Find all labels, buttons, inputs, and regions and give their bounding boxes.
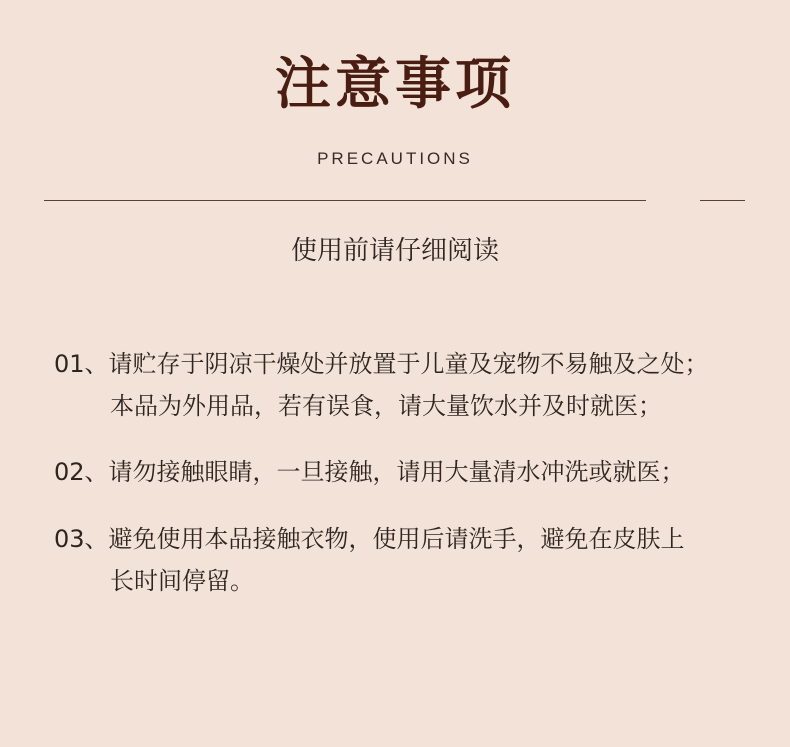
page-subtitle: PRECAUTIONS — [317, 149, 473, 168]
precaution-item-2 — [54, 451, 754, 493]
divider-left — [44, 200, 646, 201]
precaution-item-1-line-1: 01、请贮存于阴凉干燥处并放置于儿童及宠物不易触及之处； — [54, 350, 709, 378]
precaution-item-1 — [54, 343, 754, 427]
precaution-item-3-line-2: 长时间停留。 — [110, 567, 254, 595]
precaution-item-2-line-1: 02、请勿接触眼睛，一旦接触，请用大量清水冲洗或就医； — [54, 458, 685, 486]
precaution-item-1-line-2: 本品为外用品，若有误食，请大量饮水并及时就医； — [110, 392, 662, 420]
precaution-item-3-line-1: 03、避免使用本品接触衣物，使用后请洗手，避免在皮肤上 — [54, 525, 685, 553]
divider-right — [700, 200, 745, 201]
precaution-item-3 — [54, 518, 754, 602]
read-carefully-notice: 使用前请仔细阅读 — [290, 236, 499, 266]
page-title: 注意事项 — [275, 52, 515, 117]
